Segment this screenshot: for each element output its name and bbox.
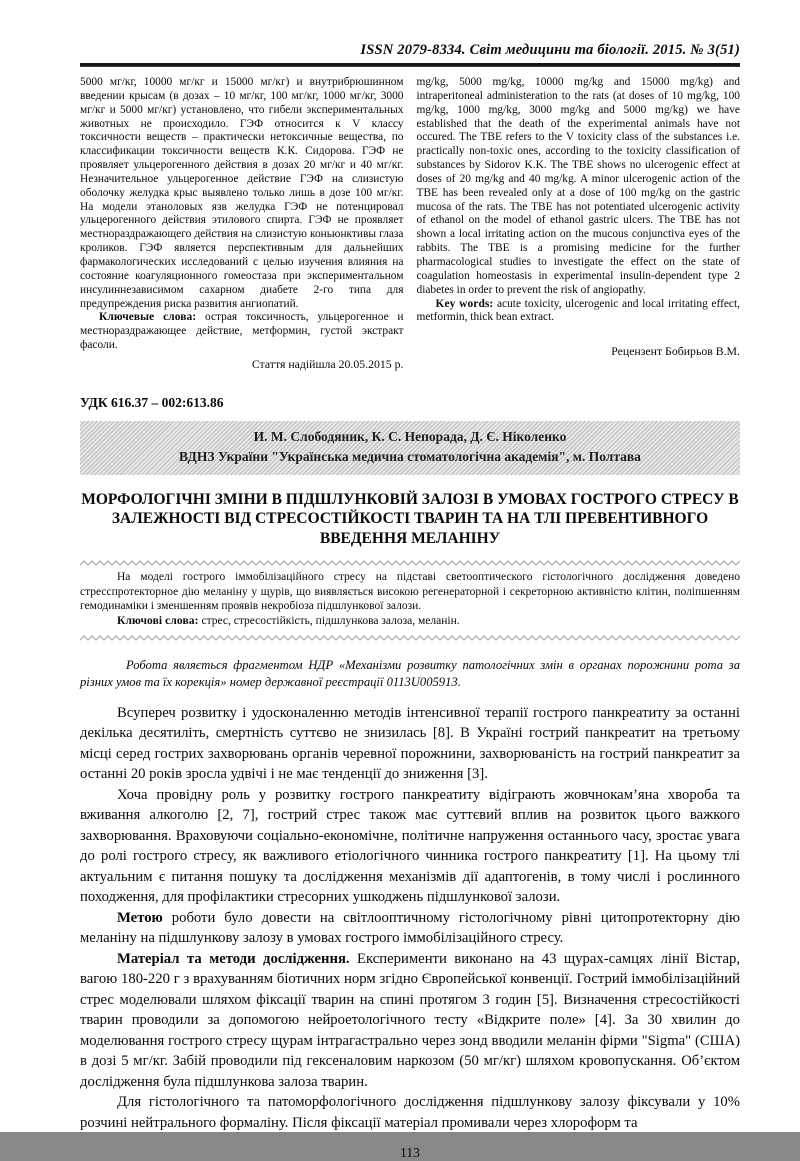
previous-article-columns: [80, 76, 740, 371]
abstract-keywords-text: стрес, стресостійкість, підшлункова залоза, меланін.: [198, 615, 460, 628]
keywords-text-ru: острая токсичность, ульцерогенное и местнораздражающее действие, метформин, густой экстракт фасоли.: [80, 311, 404, 352]
right-column-english: [417, 76, 741, 371]
body-paragraph: [80, 1092, 740, 1133]
article-received-date: Стаття надійшла 20.05.2015 р.: [251, 356, 404, 371]
paragraph-text: Хоча провідну роль у розвитку гострого панкреатиту відіграють жовчнокам’яна хвороба та вживання алкоголю [2, 7], гострий стрес також має суттєвий вплив на розвиток цього важкого захворювання. Враховуючи соціально-економічне, політичне напруження останнього часу, зростає увага до ролі гострого стресу, як важливого етіологічного чинника гострого панкреатиту [1]. На цьому тлі актуальним є питання пошуку та дослідження механізмів дії адаптогенів, в тому числі і рослинного походження, для профілактики стресорних ушкоджень підшлункової залози.: [80, 786, 740, 906]
body-paragraph: [80, 785, 740, 908]
reviewer-line: Рецензент Бобирьов В.М.: [611, 344, 740, 359]
journal-issn-header: ISSN 2079-8334. Світ медицини та біології. 2015. № 3(51): [360, 42, 740, 58]
left-column-keywords: [80, 311, 404, 353]
authors-line: И. М. Слободяник, К. С. Непорада, Д. Є. Ніколенко: [253, 429, 567, 445]
abstract-text: На моделі гострого іммобілізаційного стресу на підставі светооптического гістологічного дослідження доведено стресспротекторное дію меланіну у щурів, що виявляється високою регенераторной і секреторною активністю клітин, поліпшенням гемодинаміки і зменшенням проявів некробіоза підшлункової залози.: [80, 571, 740, 613]
keywords-label-ru: Ключевые слова:: [99, 311, 197, 324]
body-paragraph: [80, 949, 740, 1093]
abstract-keywords-label: Ключові слова:: [117, 615, 199, 628]
left-column-body: 5000 мг/кг, 10000 мг/кг и 15000 мг/кг) и внутрибрюшинном введении крысам (в дозах – 10 мг/кг, 100 мг/кг, 1000 мг/кг, 3000 мг/кг и 5000 мг/кг) установлено, что гибели экспериментальных животных не происходило. ГЭФ относится к V классу токсичности веществ – практически нетоксичные вещества, по классификации токсичности веществ К.К. Сидорова. ГЭФ не проявляет ульцерогенного действия в дозах 20 мг/кг и 40 мг/кг. Незначительное ульцерогенное действие ГЭФ на слизистую оболочку желудка крыс выявлено только лишь в дозе 100 мг/кг. На модели этаноловых язв желудка ГЭФ не потенцировал ульцерогенного действия этилового спирта. ГЭФ не проявляет местнораздражающего действия на слизистую коньюнктивы глаза кроликов. ГЭФ является перспективным для дальнейших фармакологических исследований с целью изучения влияния на состояние коагуляционного гомеостаза при экспериментальном инсулиннезависимом сахарном диабете 2-го типа для предупреждения риска развития ангиопатий.: [80, 76, 404, 310]
udc-line: УДК 616.37 – 002:613.86: [80, 395, 224, 411]
right-column-keywords: [417, 298, 741, 326]
authors-block: [80, 421, 740, 475]
left-column-russian: [80, 76, 404, 371]
abstract-keywords: [80, 614, 740, 629]
paragraph-text: Для гістологічного та патоморфологічного дослідження підшлункову залозу фіксували у 10% розчині нейтрального формаліну. Після фіксації матеріал промивали через хлороформ та: [80, 1094, 740, 1131]
affiliation-line: ВДНЗ України "Українська медична стоматологічна академія", м. Полтава: [179, 449, 641, 465]
paragraph-lead: Матеріал та методи дослідження.: [117, 950, 350, 967]
zigzag-separator-top: [80, 559, 740, 567]
keywords-label-en: Key words:: [435, 297, 494, 310]
paragraph-text: Всупереч розвитку і удосконаленню методів інтенсивної терапії гострого панкреатиту за останні декілька десятиліть, смертність суттєво не знизилась [8]. В Україні гострий панкреатит на третьому місці серед гострих захворювань органів черевної порожнини, захворюваність на гострий панкреатит за останні 20 років зросла удвічі і не має тенденції до зниження [3].: [80, 704, 740, 783]
header-double-rule: [80, 63, 740, 67]
body-paragraph: [80, 703, 740, 785]
paragraph-lead: Метою: [117, 909, 163, 926]
article-title: МОРФОЛОГІЧНІ ЗМІНИ В ПІДШЛУНКОВІЙ ЗАЛОЗІ В УМОВАХ ГОСТРОГО СТРЕСУ В ЗАЛЕЖНОСТІ ВІД СТРЕСОСТІЙКОСТІ ТВАРИН ТА НА ТЛІ ПРЕВЕНТИВНОГО ВВЕДЕННЯ МЕЛАНІНУ: [81, 490, 739, 547]
paragraph-text: роботи було довести на світлооптичному гістологічному рівні цитопротекторну дію меланіну на підшлункову залозу в умовах гострого іммобілізаційного стресу.: [80, 909, 740, 947]
abstract-block: [80, 570, 740, 628]
ndr-note: Робота являється фрагментом НДР «Механізми розвитку патологічних змін в органах порожнини рота за різних умов та їх корекція» номер державної реєстрації 0113U005913.: [80, 657, 740, 689]
zigzag-separator-bottom: [80, 634, 740, 642]
body-paragraph: [80, 908, 740, 949]
right-column-body: mg/kg, 5000 mg/kg, 10000 mg/kg and 15000 mg/kg) and intraperitoneal administeration to the rats (at doses of 10 mg/kg, 100 mg/kg, 1000 mg/kg, 3000 mg/kg and 5000 mg/kg) we have established that the death of the experimental animals have not occured. The TBE refers to the V toxicity class of the substances i.e. practically non-toxic ones, according to the toxicity classification of substances by Sidorov K.K. The TBE shows no ulcerogenic effect at doses of 20 mg/kg and 40 mg/kg. A minor ulcerogenic action of the TBE has been revealed only at a dose of 100 mg/kg on the gastric mucosa of the rats. The TBE has not potentiated ulcerogenic activity of ethanol on the model of ethanol gastric ulcers. The TBE has not shown a local irritating action on the mucous conjunctiva eyes of the rabbits. The TBE is a promising medicine for the further pharmacological studies to investigate the effect on the state of coagulation homeostasis in experimental insulin-dependent type 2 diabetes in order to prevent the risk of angiopathy.: [416, 76, 740, 296]
article-body: [80, 703, 740, 1134]
page-number: 113: [400, 1145, 420, 1161]
keywords-text-en: acute toxicity, ulcerogenic and local irritating effect, metformin, thick bean extract.: [416, 297, 740, 324]
paragraph-text: Експерименти виконано на 43 щурах-самцях лінії Вістар, вагою 180-220 г з врахуванням біотичних норм згідно Європейської конвенції. Гострий іммобілізаційний стрес моделювали шляхом фіксації тварин на спині протягом 3 годин [5]. Визначення стресостійкості тварин проводили за допомогою нейроетологічного тесту «Відкрите поле» [4]. За 30 хвилин до моделювання гострого стресу щурам інтрагастрально через зонд вводили меланін фірми "Sigma" (США) в дозі 5 мг/кг. Забій проводили під гексеналовим наркозом (50 мг/кг) шляхом кровопускання. Об’єктом дослідження була підшлункова залоза тварин.: [80, 950, 740, 1090]
